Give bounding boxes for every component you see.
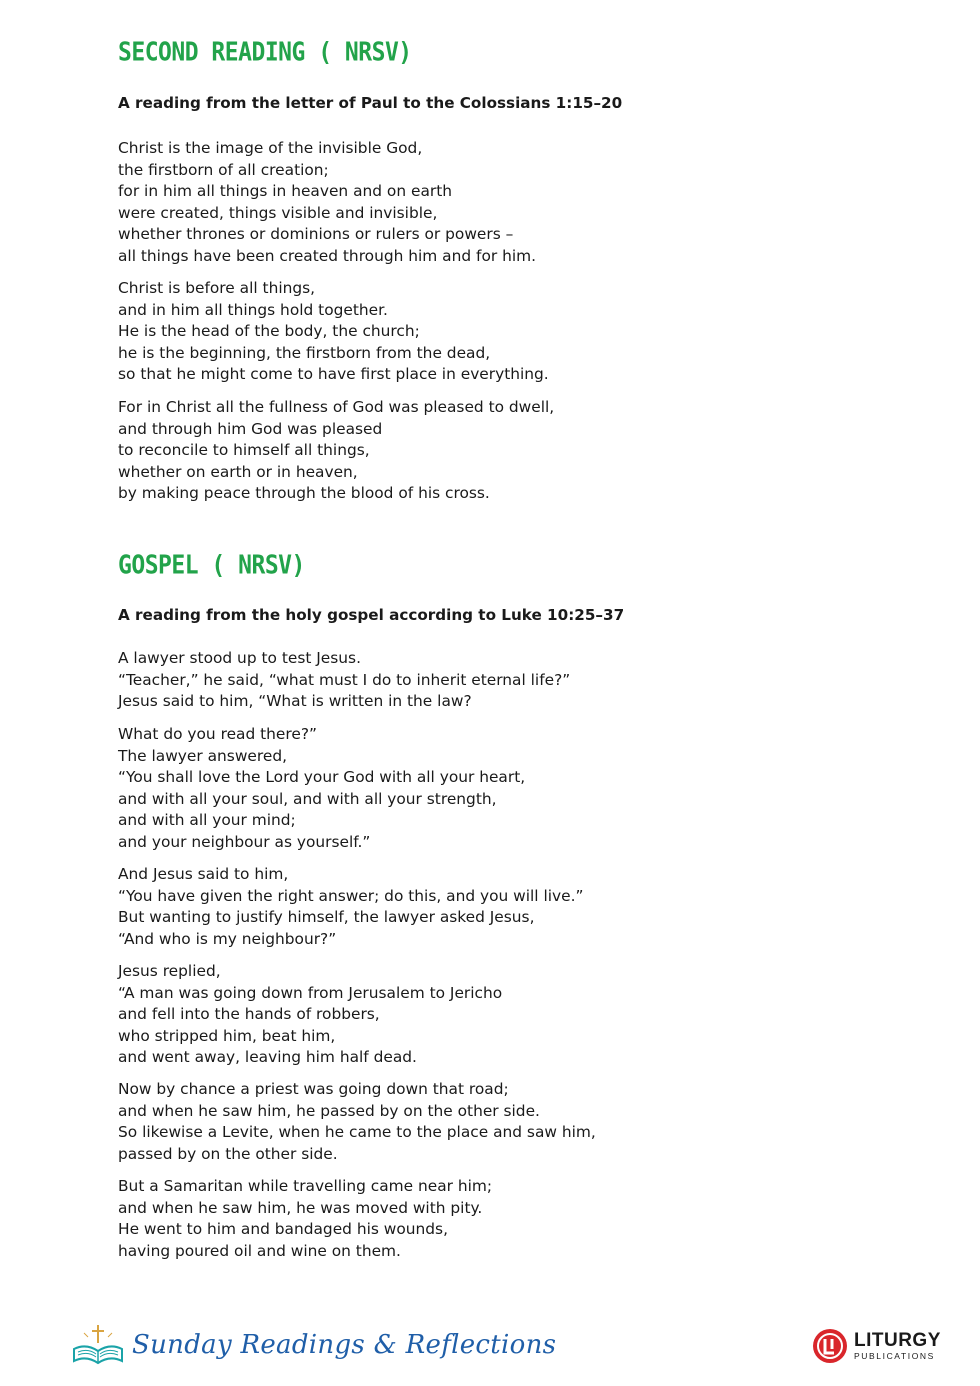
verse-line: to reconcile to himself all things,	[118, 441, 370, 460]
second-reading-stanza	[118, 278, 549, 386]
verse-line: passed by on the other side.	[118, 1144, 338, 1163]
verse-line: and in him all things hold together.	[118, 300, 388, 319]
verse-line: Christ is the image of the invisible God,	[118, 139, 423, 157]
verse-line: whether thrones or dominions or rulers or powers –	[118, 225, 514, 244]
verse-line: Now by chance a priest was going down that road;	[118, 1080, 509, 1098]
verse-line: But wanting to justify himself, the lawyer asked Jesus,	[118, 908, 535, 927]
verse-line: and with all your soul, and with all your strength,	[118, 789, 497, 808]
verse-line: and went away, leaving him half dead.	[118, 1048, 417, 1067]
verse-line: all things have been created through him and for him.	[118, 246, 536, 265]
verse-line: the firstborn of all creation;	[118, 160, 329, 179]
verse-line: So likewise a Levite, when he came to the place and saw him,	[118, 1123, 596, 1142]
brand-name: Sunday Readings & Reflections	[132, 1330, 557, 1360]
second-reading-reference: A reading from the letter of Paul to the Colossians 1:15–20	[118, 94, 623, 112]
verse-line: and when he saw him, he was moved with pity.	[118, 1198, 483, 1217]
gospel-stanza	[118, 724, 525, 854]
second-reading-stanza	[118, 138, 536, 268]
verse-line: What do you read there?”	[118, 725, 317, 743]
verse-line: The lawyer answered,	[118, 746, 287, 765]
gospel-stanza	[118, 648, 570, 713]
verse-line: Christ is before all things,	[118, 279, 316, 297]
publisher-wordmark	[854, 1331, 941, 1361]
verse-line: having poured oil and wine on them.	[118, 1241, 401, 1260]
gospel-stanza	[118, 864, 583, 950]
verse-line: He is the head of the body, the church;	[118, 322, 420, 341]
verse-line: “And who is my neighbour?”	[118, 929, 337, 948]
verse-line: “Teacher,” he said, “what must I do to inherit eternal life?”	[118, 670, 571, 689]
verse-line: and fell into the hands of robbers,	[118, 1005, 380, 1024]
publisher-subtitle: PUBLICATIONS	[854, 1351, 935, 1362]
footer-brand	[70, 1322, 556, 1368]
verse-line: “You shall love the Lord your God with all your heart,	[118, 768, 526, 787]
verse-line: “You have given the right answer; do this, and you will live.”	[118, 886, 584, 905]
open-book-with-cross-icon	[70, 1323, 126, 1367]
verse-line: But a Samaritan while travelling came near him;	[118, 1177, 493, 1195]
verse-line: he is the beginning, the firstborn from the dead,	[118, 343, 491, 362]
verse-line: He went to him and bandaged his wounds,	[118, 1220, 448, 1239]
verse-line: by making peace through the blood of his cross.	[118, 484, 490, 503]
verse-line: Jesus said to him, “What is written in the law?	[118, 692, 472, 711]
gospel-title: GOSPEL ( NRSV)	[118, 551, 305, 581]
verse-line: and when he saw him, he passed by on the other side.	[118, 1101, 540, 1120]
verse-line: and your neighbour as yourself.”	[118, 832, 371, 851]
publisher-logo	[812, 1326, 941, 1366]
verse-line: so that he might come to have first place in everything.	[118, 365, 549, 384]
gospel-stanza	[118, 1176, 492, 1262]
verse-line: and with all your mind;	[118, 811, 296, 830]
verse-line: for in him all things in heaven and on earth	[118, 182, 452, 201]
gospel-reference: A reading from the holy gospel according to Luke 10:25–37	[118, 606, 625, 624]
verse-line: whether on earth or in heaven,	[118, 462, 358, 481]
gospel-stanza	[118, 961, 502, 1069]
verse-line: And Jesus said to him,	[118, 865, 289, 883]
second-reading-stanza	[118, 397, 554, 505]
liturgy-publications-logo-icon	[812, 1328, 848, 1364]
verse-line: who stripped him, beat him,	[118, 1026, 336, 1045]
publisher-name: LITURGY	[854, 1330, 941, 1352]
verse-line: For in Christ all the fullness of God was pleased to dwell,	[118, 398, 555, 416]
verse-line: Jesus replied,	[118, 962, 221, 980]
verse-line: A lawyer stood up to test Jesus.	[118, 649, 361, 667]
gospel-stanza	[118, 1079, 596, 1165]
second-reading-title: SECOND READING ( NRSV)	[118, 38, 412, 68]
verse-line: were created, things visible and invisible,	[118, 203, 438, 222]
verse-line: “A man was going down from Jerusalem to Jericho	[118, 983, 503, 1002]
verse-line: and through him God was pleased	[118, 419, 383, 438]
